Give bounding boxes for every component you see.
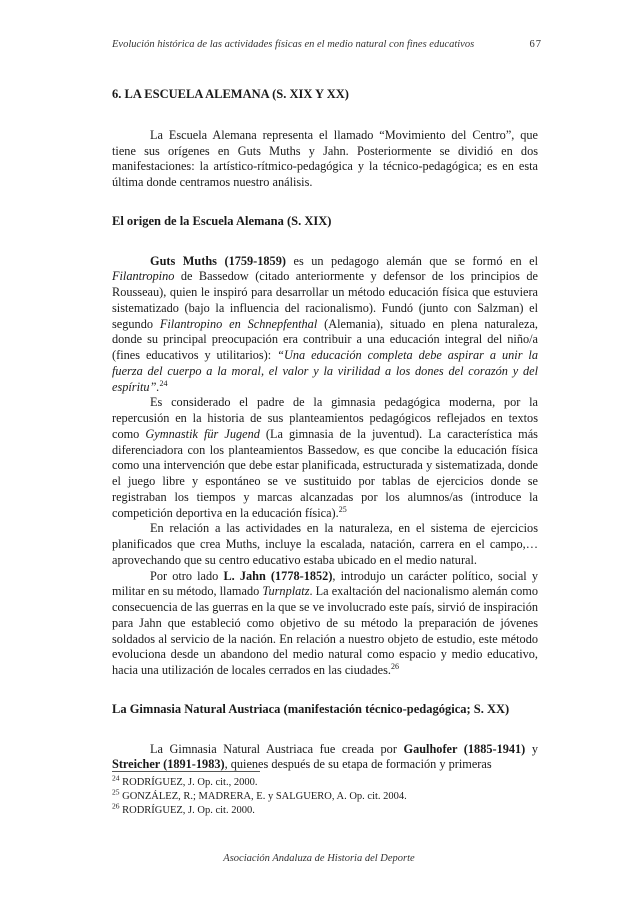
paragraph-gymnastik: Es considerado el padre de la gimnasia pedagógica moderna, por la repercusión en la historia de sus planteamientos pedagógicos reflejados en textos como Gymnastik für Jugend (La gimnasia de la juventud). La característica más diferenciadora con los planteamientos Bassedow, es que concibe la educación física como una intervención que debe estar planificada, estructurada y sistematizada, donde el juego libre y espontáneo se ve sustituido por tablas de ejercicios donde se registraban los tiempos y marcas alcanzadas por los alumnos/as (introduce la competición deportiva en la educación física).$^{25}$	[112, 395, 538, 520]
running-footer: Asociación Andaluza de Historia del Deporte	[223, 853, 415, 864]
person-name: L. Jahn (1778-1852)	[223, 568, 333, 583]
page-number: 67	[529, 39, 542, 50]
footnote: $^{25}$ GONZÁLEZ, R.; MADRERA, E. y SALGUERO, A. Op. cit. 2004.	[112, 787, 407, 802]
subsection-title-austrian: La Gimnasia Natural Austriaca (manifestación técnico-pedagógica; S. XX)	[112, 701, 510, 716]
quote: “Una educación completa debe aspirar a unir la fuerza del cuerpo a la moral, el valor y la virilidad a los dones del corazón y del espíritu”.	[112, 348, 538, 394]
footnote: $^{24}$ RODRÍGUEZ, J. Op. cit., 2000.	[112, 773, 258, 788]
footnote-ref: 26	[390, 661, 399, 671]
subsection-title-origin: El origen de la Escuela Alemana (S. XIX)	[112, 213, 332, 228]
person-name: Guts Muths (1759-1859)	[150, 253, 286, 268]
intro-paragraph: La Escuela Alemana representa el llamado “Movimiento del Centro”, que tiene sus orígenes en Guts Muths y Jahn. Posteriormente se dividió en dos manifestaciones: la artístico-rítmico-pedagógica y la técnico-pedagógica; es en esta última donde centramos nuestro análisis.	[112, 127, 538, 189]
footnote-ref: 25	[338, 504, 347, 514]
paragraph-jahn: Por otro lado L. Jahn (1778-1852), introdujo un carácter político, social y militar en su método, llamado Turnplatz. La exaltación del nacionalismo alemán como consecuencia de las guerras en la que se ve involucrado este país, sirvió de inspiración para Jahn que estableció como objetivo de su método la preparación de jóvenes soldados al servicio de la nación. En relación a nuestro objeto de estudio, este método evoluciona desde un abandono del medio natural como espacio y medio educativo, hacia una utilización de locales cerrados en las ciudades.$^{26}$	[112, 568, 538, 677]
person-name: Gaulhofer (1885-1941)	[403, 741, 526, 756]
paragraph-austrian: La Gimnasia Natural Austriaca fue creada por Gaulhofer (1885-1941) y Streicher (1891-1983), quienes después de su etapa de formación y primeras	[112, 741, 538, 772]
paragraph-guts-muths: Guts Muths (1759-1859) es un pedagogo alemán que se formó en el Filantropino de Bassedow (citado anteriormente y defensor de los principios de Rousseau), quien le inspiró para desarrollar un método educación física que estuviera sistematizado (bajo la influencia del racionalismo). Fundó (junto con Salzman) el segundo Filantropino en Schnepfenthal (Alemania), situado en plena naturaleza, donde su principal preocupación era contribuir a una educación integral del niño/a (fines educativos y utilitarios): “Una educación completa debe aspirar a unir la fuerza del cuerpo a la moral, el valor y la virilidad a los dones del corazón y del espíritu”.$^{24}$	[112, 253, 538, 394]
running-header	[112, 39, 542, 50]
footnote-ref: 24	[159, 378, 168, 388]
footnote-separator	[112, 771, 260, 772]
paragraph-nature-activities: En relación a las actividades en la naturaleza, en el sistema de ejercicios planificados que crea Muths, incluye la escalada, natación, carrera en el campo,… aprovechando que su centro educativo estaba ubicado en el medio natural.	[112, 521, 538, 567]
footnotes	[112, 773, 538, 818]
section-title: 6. LA ESCUELA ALEMANA (S. XIX Y XX)	[112, 87, 349, 101]
header-title: Evolución histórica de las actividades físicas en el medio natural con fines educativos	[112, 39, 475, 50]
footnote: $^{26}$ RODRÍGUEZ, J. Op. cit. 2000.	[112, 801, 255, 816]
page-body	[112, 87, 538, 773]
person-name: Streicher (1891-1983)	[112, 757, 225, 772]
